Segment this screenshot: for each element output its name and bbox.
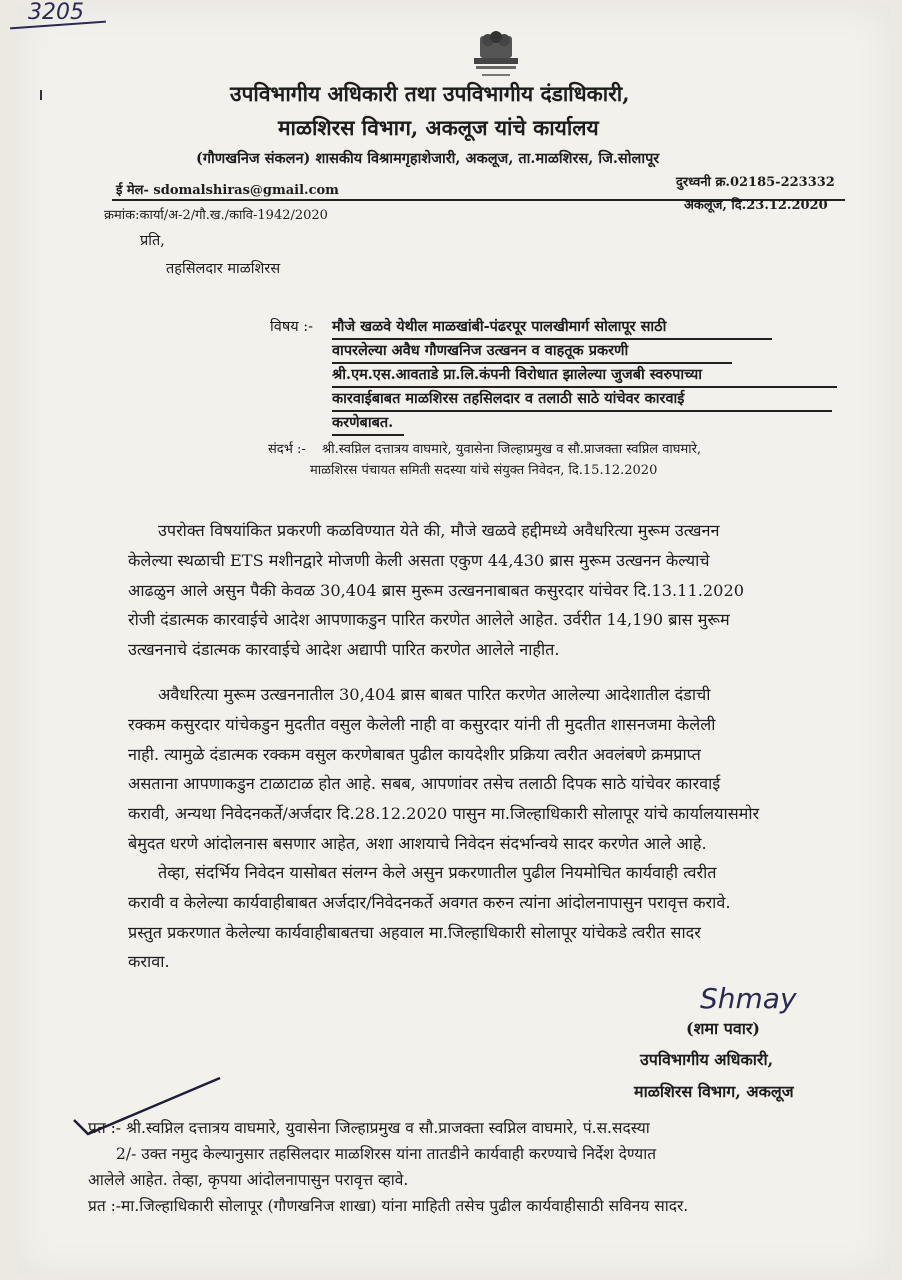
subject-line-5: करणेबाबत. (332, 414, 394, 431)
para1-line: उपरोक्त विषयांकित प्रकरणी कळविण्यात येते की, मौजे खळवे हद्दीमध्ये अवैधरित्या मुरूम उत्खनन (158, 521, 720, 540)
subject-line-4: कारवाईबाबत माळशिरस तहसिलदार व तलाठी साठे यांचेवर कारवाई (332, 390, 685, 407)
subject-underline-4 (332, 410, 832, 412)
para3-line: करावी व केलेल्या कार्यवाहीबाबत अर्जदार/निवेदनकर्ते अवगत करुन त्यांना आंदोलनापासुन परावृत्त करावे. (128, 892, 731, 912)
para2-line: असताना आपणाकडुन टाळाटाळ होत आहे. सबब, आपणांवर तसेच तलाठी दिपक साठे यांचेवर कारवाई (128, 774, 721, 794)
para2-line: नाही. त्यामुळे दंडात्मक रक्कम वसुल करणेबाबत पुढील कायदेशीर प्रक्रिया त्वरीत अवलंबणे क्रमप्राप्त (128, 744, 701, 764)
subject-line-3: श्री.एम.एस.आवताडे प्रा.लि.कंपनी विरोधात झालेल्या जुजबी स्वरुपाच्या (332, 366, 703, 383)
body-paragraph-2 (128, 680, 818, 859)
reference-line-2: माळशिरस पंचायत समिती सदस्या यांचे संयुक्त निवेदन, दि.15.12.2020 (310, 463, 658, 478)
para2-line: अवैधरित्या मुरूम उत्खननातील 30,404 ब्रास बाबत पारित करणेत आलेल्या आदेशातील दंडाची (158, 685, 711, 704)
body-paragraph-3 (128, 858, 818, 977)
para3-line: करावा. (128, 952, 170, 972)
corner-note: 3205 (28, 0, 84, 25)
para1-line: आढळुन आले असुन पैकी केवळ 30,404 ब्रास मुरूम उत्खननाबाबत कसुरदार यांचेवर दि.13.11.2020 (128, 580, 745, 600)
emblem-icon (456, 30, 536, 86)
subject-label: विषय :- (270, 319, 314, 335)
office-email: ई मेल- sdomalshiras@gmail.com (116, 183, 339, 198)
prati-label: प्रति, (140, 233, 165, 249)
para2-line: बेमुदत धरणे आंदोलनास बसणार आहेत, अशा आशयाचे निवेदन संदर्भान्वये सादर करणेत आले आहे. (128, 833, 707, 853)
signature-scribble: Shmay (700, 982, 797, 1015)
office-phone: दुरध्वनी क्र.02185-223332 (676, 175, 835, 190)
para3-line: तेव्हा, संदर्भिय निवेदन यासोबत संलग्न केले असुन प्रकरणातील पुढील नियमोचित कार्यवाही त्वरीत (158, 863, 717, 882)
para2-line: रक्कम कसुरदार यांचेकडुन मुदतीत वसुल केलेली नाही वा कसुरदार यांनी ती मुदतीत शासनजमा केलेली (128, 714, 716, 734)
signatory-name: (शमा पवार) (686, 1019, 760, 1038)
copy-line-1: प्रत :- श्री.स्वप्निल दत्तात्रय वाघमारे, युवासेना जिल्हाप्रमुख व सौ.प्राजक्ता स्वप्निल वाघमारे, पं.स.सदस्या (88, 1119, 650, 1137)
para1-line: रोजी दंडात्मक कारवाईचे आदेश आपणाकडुन पारित करणेत आलेले आहेत. उर्वरीत 14,190 ब्रास मुरूम (128, 610, 730, 630)
copy-line-4: प्रत :-मा.जिल्हाधिकारी सोलापूर (गौणखनिज शाखा) यांना माहिती तसेच पुढील कार्यवाहीसाठी सविनय सादर. (88, 1197, 689, 1215)
para1-line: उत्खननाचे दंडात्मक कारवाईचे आदेश अद्यापी पारित करणेत आलेले नाहीत. (128, 640, 560, 660)
signatory-designation: उपविभागीय अधिकारी, (640, 1050, 774, 1069)
copy-line-3: आलेले आहेत. तेव्हा, कृपया आंदोलनापासुन परावृत्त व्हावे. (88, 1171, 409, 1189)
office-title-line2: माळशिरस विभाग, अकलूज यांचे कार्यालय (278, 115, 599, 140)
office-title-line1: उपविभागीय अधिकारी तथा उपविभागीय दंडाधिकारी, (230, 81, 630, 106)
subject-line-1: मौजे खळवे येथील माळखांबी-पंढरपूर पालखीमार्ग सोलापूर साठी (332, 318, 667, 335)
office-address: (गौणखनिज संकलन) शासकीय विश्रामगृहाशेजारी, अकलूज, ता.माळशिरस, जि.सोलापूर (196, 150, 660, 167)
addressee: तहसिलदार माळशिरस (166, 261, 281, 277)
reference-label: संदर्भ :- (268, 442, 306, 457)
para1-line: केलेल्या स्थळाची ETS मशीनद्वारे मोजणी केली असता एकुण 44,430 ब्रास मुरूम उत्खनन केल्याचे (128, 550, 710, 570)
reference-line-1: श्री.स्वप्निल दत्तात्रय वाघमारे, युवासेना जिल्हाप्रमुख व सौ.प्राजक्ता स्वप्निल वाघमारे, (322, 442, 702, 457)
reference-number: क्रमांक:कार्या/अ-2/गौ.ख./कावि-1942/2020 (104, 208, 328, 223)
para3-line: प्रस्तुत प्रकरणात केलेल्या कार्यवाहीबाबतचा अहवाल मा.जिल्हाधिकारी सोलापूर यांचेकडे त्वरीत सादर (128, 922, 701, 942)
subject-line-2: वापरलेल्या अवैध गौणखनिज उत्खनन व वाहतूक प्रकरणी (332, 342, 629, 359)
signatory-office: माळशिरस विभाग, अकलूज (634, 1082, 794, 1101)
subject-underline-5 (332, 434, 404, 436)
margin-mark (40, 90, 42, 100)
letter-date: अकलूज, दि.23.12.2020 (684, 198, 828, 213)
para2-line: करावी, अन्यथा निवेदनकर्ते/अर्जदार दि.28.12.2020 पासुन मा.जिल्हाधिकारी सोलापूर यांचे कार्यालयासमोर (128, 804, 760, 824)
copy-line-2: 2/- उक्त नमुद केल्यानुसार तहसिलदार माळशिरस यांना तातडीने कार्यवाही करण्याचे निर्देश देण्यात (116, 1145, 657, 1163)
body-paragraph-1 (128, 516, 818, 665)
